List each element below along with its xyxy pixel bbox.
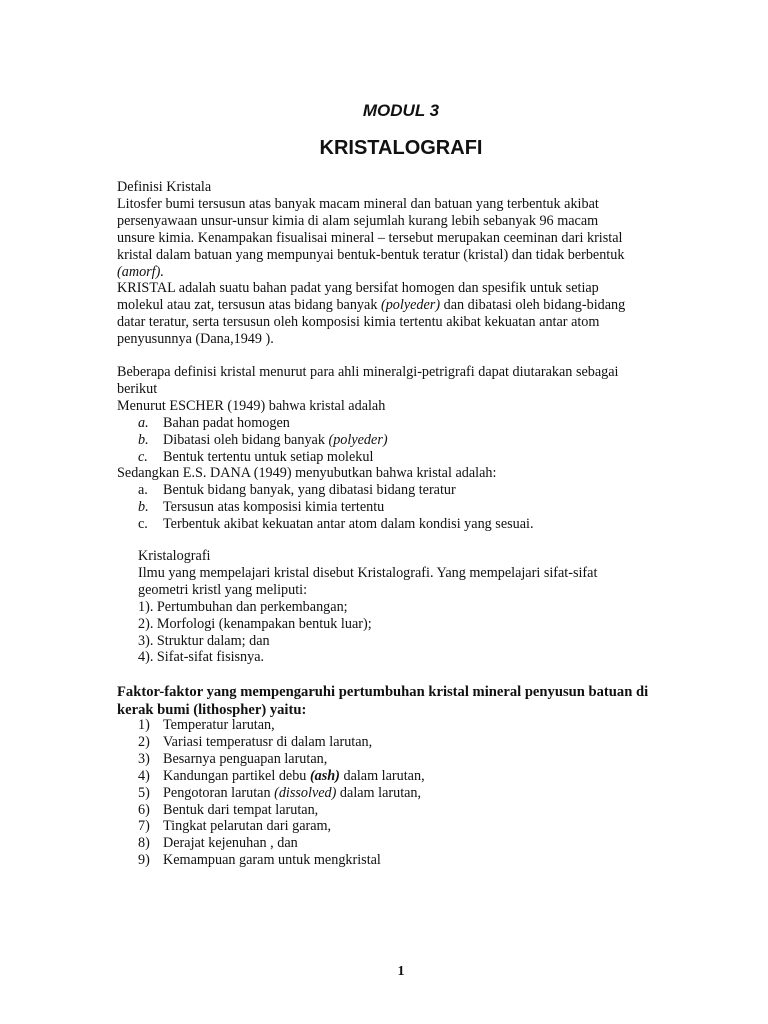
list-item: [138, 516, 678, 533]
list-marker: c.: [138, 448, 148, 465]
list-item: [138, 432, 678, 449]
list-marker: a.: [138, 415, 149, 431]
list-item: [138, 785, 678, 802]
page-title: KRISTALOGRAFI: [319, 137, 483, 159]
list-item-text: Tersusun atas komposisi kimia tertentu: [163, 498, 385, 515]
italic-term: (polyeder): [380, 297, 441, 314]
definisi-section: [117, 179, 677, 348]
list-item-text: Tingkat pelarutan dari garam,: [163, 818, 332, 835]
list-marker: 5): [138, 784, 150, 801]
italic-term: (ash): [309, 767, 340, 784]
list-item-text: Kandungan partikel debu: [163, 767, 310, 784]
list-item: 1). Pertumbuhan dan perkembangan;: [138, 598, 348, 615]
list-item-text: Bentuk bidang banyak, yang dibatasi bidang teratur: [163, 482, 456, 498]
list-item: [138, 415, 678, 432]
list-item: [138, 717, 678, 734]
paragraph-line: [117, 297, 677, 314]
list-marker: 2): [138, 733, 150, 750]
text-run: molekul atau zat, tersusun atas bidang banyak: [117, 297, 381, 314]
list-item: [138, 835, 678, 852]
heading-line: kerak bumi (lithospher) yaitu:: [117, 702, 307, 718]
paragraph-line: Beberapa definisi kristal menurut para ahli mineralgi-petrigrafi dapat diutarakan sebagai: [117, 364, 619, 380]
italic-term: (dissolved): [274, 784, 337, 801]
list-marker: a.: [138, 482, 148, 498]
kristalografi-section: [138, 548, 678, 666]
list-item-text: dalam larutan,: [336, 784, 422, 801]
beberapa-section: [117, 364, 677, 415]
list-item: 3). Struktur dalam; dan: [138, 632, 270, 649]
list-item-text: Bentuk tertentu untuk setiap molekul: [163, 448, 374, 465]
amorf-term: (amorf).: [117, 263, 164, 280]
paragraph-line: persenyawaan unsur-unsur kimia di alam sejumlah kurang lebih sebanyak 96 macam: [117, 212, 599, 229]
list-item-text: Dibatasi oleh bidang banyak: [163, 431, 329, 448]
escher-list: [138, 415, 678, 466]
list-marker: 3): [138, 750, 150, 767]
list-marker: b.: [138, 431, 149, 448]
paragraph-line: KRISTAL adalah suatu bahan padat yang bersifat homogen dan spesifik untuk setiap: [117, 280, 599, 297]
paragraph-line: berikut: [117, 380, 158, 397]
list-marker: 8): [138, 835, 150, 852]
italic-term: (polyeder): [328, 431, 388, 448]
heading-line: Faktor-faktor yang mempengaruhi pertumbuhan kristal mineral penyusun batuan di: [117, 684, 649, 700]
dana-intro-block: [117, 465, 677, 482]
list-item-text: Besarnya penguapan larutan,: [163, 750, 328, 767]
paragraph-line: Ilmu yang mempelajari kristal disebut Kristalografi. Yang mempelajari sifat-sifat: [138, 564, 598, 581]
paragraph-line: penyusunnya (Dana,1949 ).: [117, 331, 274, 348]
module-label: MODUL 3: [362, 101, 440, 120]
dana-intro: Sedangkan E.S. DANA (1949) menyubutkan bahwa kristal adalah:: [117, 465, 497, 481]
list-item: [138, 449, 678, 466]
section-heading: Definisi Kristala: [117, 179, 212, 195]
paragraph-line: geometri kristl yang meliputi:: [138, 581, 308, 598]
list-marker: 1): [138, 717, 150, 733]
list-item-text: Terbentuk akibat kekuatan antar atom dalam kondisi yang sesuai.: [163, 515, 534, 532]
list-item: [138, 751, 678, 768]
list-item: [138, 852, 678, 869]
list-item-text: Bahan padat homogen: [163, 415, 290, 431]
list-marker: 4): [138, 767, 150, 784]
list-item-text: Kemampuan garam untuk mengkristal: [163, 852, 381, 869]
page-number: 1: [397, 964, 405, 979]
list-marker: 6): [138, 801, 150, 818]
list-item: [138, 482, 678, 499]
list-marker: c.: [138, 515, 148, 532]
list-marker: 7): [138, 818, 150, 835]
list-item: [138, 802, 678, 819]
list-item-text: Variasi temperatusr di dalam larutan,: [163, 733, 373, 750]
dana-list: [138, 482, 678, 533]
list-marker: 9): [138, 852, 150, 869]
list-marker: b.: [138, 498, 149, 515]
list-item-text: Bentuk dari tempat larutan,: [163, 801, 319, 818]
list-item-text: Pengotoran larutan: [163, 784, 275, 801]
list-item: [138, 734, 678, 751]
list-item-text: Temperatur larutan,: [163, 717, 275, 733]
paragraph-line: Litosfer bumi tersusun atas banyak macam mineral dan batuan yang terbentuk akibat: [117, 195, 599, 212]
faktor-heading: [117, 683, 687, 719]
paragraph-line: datar teratur, serta tersusun oleh komposisi kimia tertentu akibat kekuatan antar atom: [117, 314, 600, 331]
list-item: [138, 818, 678, 835]
list-item: 2). Morfologi (kenampakan bentuk luar);: [138, 615, 372, 632]
list-item-text: dalam larutan,: [339, 767, 425, 784]
paragraph-line: [117, 264, 677, 281]
list-item: 4). Sifat-sifat fisisnya.: [138, 649, 265, 666]
escher-intro: Menurut ESCHER (1949) bahwa kristal adalah: [117, 397, 386, 414]
paragraph-line: unsure kimia. Kenampakan fisualisai mineral – tersebut merupakan ceeminan dari kristal: [117, 229, 623, 246]
text-run: dan dibatasi oleh bidang-bidang: [440, 297, 626, 314]
paragraph-line: kristal dalam batuan yang mempunyai bentuk-bentuk teratur (kristal) dan tidak berbentuk: [117, 246, 625, 263]
list-item-text: Derajat kejenuhan , dan: [163, 835, 298, 852]
section-heading: Kristalografi: [138, 548, 211, 564]
faktor-list: [138, 717, 678, 869]
list-item: [138, 768, 678, 785]
list-item: [138, 499, 678, 516]
